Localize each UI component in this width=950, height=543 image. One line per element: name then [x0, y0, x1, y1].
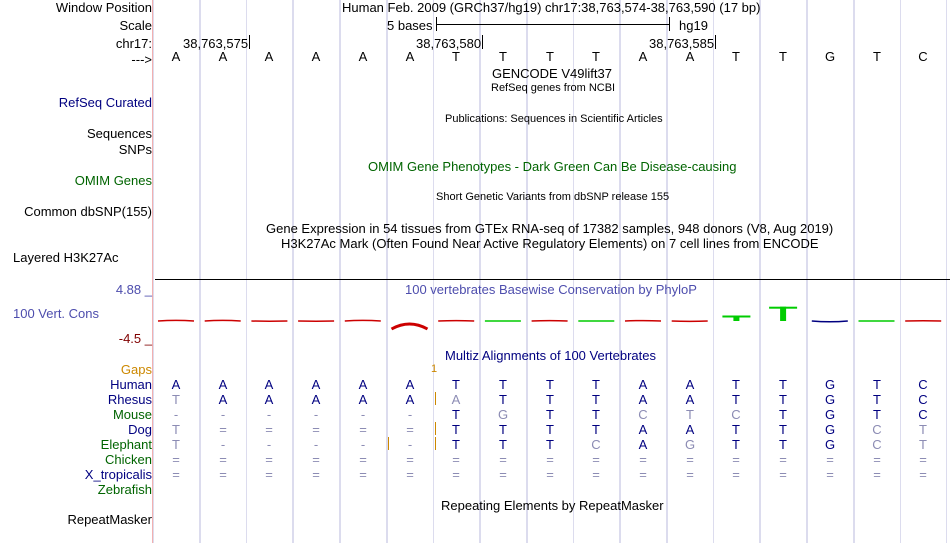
cons-bar-cap — [722, 316, 750, 318]
alignment-cell: T — [499, 422, 507, 437]
alignment-cell: T — [499, 377, 507, 392]
alignment-cell: = — [592, 452, 600, 467]
alignment-cell: - — [220, 437, 226, 452]
alignment-cell: T — [172, 422, 180, 437]
grid-line — [480, 0, 481, 543]
base-letter: A — [638, 49, 648, 64]
alignment-cell: - — [360, 407, 366, 422]
alignment-cell: G — [824, 437, 836, 452]
cons-curve — [345, 320, 381, 321]
alignment-cell: = — [219, 452, 227, 467]
conservation-plot — [155, 296, 950, 336]
alignment-cell: G — [684, 437, 696, 452]
phylop-track-title[interactable]: 100 vertebrates Basewise Conservation by PhyloP — [405, 282, 697, 297]
alignment-cell: T — [546, 422, 554, 437]
alignment-cell: C — [918, 377, 928, 392]
snps-label[interactable]: SNPs — [118, 142, 152, 157]
alignment-cell: T — [873, 377, 881, 392]
alignment-cell: T — [873, 407, 881, 422]
base-letter: A — [264, 49, 274, 64]
coord-tick — [249, 35, 250, 49]
alignment-cell: T — [919, 422, 927, 437]
coord-label: 38,763,585 — [649, 36, 715, 51]
alignment-cell: = — [873, 452, 881, 467]
alignment-cell: = — [312, 422, 320, 437]
repeatmasker-track-title[interactable]: Repeating Elements by RepeatMasker — [441, 498, 664, 513]
alignment-cell: T — [452, 407, 460, 422]
refseq-curated-label[interactable]: RefSeq Curated — [58, 95, 152, 110]
alignment-cell: = — [546, 467, 554, 482]
grid-line — [807, 0, 808, 543]
alignment-cell: A — [358, 392, 368, 407]
alignment-cell: T — [592, 392, 600, 407]
alignment-cell: = — [265, 422, 273, 437]
alignment-cell: = — [499, 467, 507, 482]
base-letter: A — [405, 49, 415, 64]
alignment-cell: = — [592, 467, 600, 482]
base-letter: A — [218, 49, 228, 64]
alignment-cell: = — [686, 452, 694, 467]
alignment-cell: = — [406, 422, 414, 437]
scale-assembly: hg19 — [679, 18, 708, 33]
alignment-cell: T — [499, 392, 507, 407]
alignment-cell: A — [264, 377, 274, 392]
grid-line — [340, 0, 341, 543]
alignment-cell: = — [546, 452, 554, 467]
alignment-cell: = — [779, 452, 787, 467]
coord-label: 38,763,575 — [183, 36, 249, 51]
alignment-cell: A — [311, 392, 321, 407]
alignment-cell: T — [919, 437, 927, 452]
alignment-cell: T — [779, 377, 787, 392]
base-letter: T — [499, 49, 507, 64]
grid-line — [620, 0, 621, 543]
alignment-cell: A — [685, 392, 695, 407]
alignment-cell: A — [358, 377, 368, 392]
insertion-marker — [435, 422, 436, 435]
base-letter: T — [873, 49, 881, 64]
scale-label: Scale — [119, 18, 152, 33]
alignment-cell: T — [499, 437, 507, 452]
alignment-cell: A — [685, 422, 695, 437]
base-letter: T — [732, 49, 740, 64]
grid-line — [900, 0, 901, 543]
species-label[interactable]: X_tropicalis — [84, 467, 152, 482]
species-label[interactable]: Mouse — [112, 407, 152, 422]
alignment-cell: = — [452, 467, 460, 482]
alignment-cell: T — [779, 422, 787, 437]
alignment-cell: C — [591, 437, 601, 452]
alignment-cell: A — [685, 377, 695, 392]
alignment-cell: C — [872, 437, 882, 452]
cons-max-label: 4.88 _ — [115, 282, 152, 297]
multiz-track-title[interactable]: Multiz Alignments of 100 Vertebrates — [445, 348, 657, 363]
grid-line — [667, 0, 668, 543]
alignment-cell: = — [919, 467, 927, 482]
insertion-marker — [388, 437, 389, 450]
alignment-cell: = — [312, 452, 320, 467]
alignment-cell: = — [406, 452, 414, 467]
vert-cons-label[interactable]: 100 Vert. Cons — [13, 306, 99, 321]
alignment-cell: A — [405, 392, 415, 407]
alignment-cell: C — [918, 392, 928, 407]
alignment-cell: T — [592, 377, 600, 392]
alignment-cell: T — [732, 377, 740, 392]
gap-count-marker: 1 — [431, 363, 438, 375]
grid-line — [433, 0, 434, 543]
alignment-cell: A — [638, 422, 648, 437]
alignment-cell: A — [218, 377, 228, 392]
alignment-cell: = — [826, 452, 834, 467]
grid-line — [854, 0, 855, 543]
refseq-track-title[interactable]: RefSeq genes from NCBI — [491, 82, 616, 94]
alignment-cell: = — [639, 467, 647, 482]
alignment-cell: T — [592, 407, 600, 422]
cons-bar-cap — [769, 307, 797, 309]
gencode-track-title[interactable]: GENCODE V49lift37 — [492, 66, 612, 81]
cons-curve — [812, 321, 848, 322]
alignment-cell: G — [824, 422, 836, 437]
alignment-cell: - — [313, 437, 319, 452]
grid-line — [293, 0, 294, 543]
coord-tick — [482, 35, 483, 49]
alignment-cell: T — [452, 422, 460, 437]
cons-curve — [205, 320, 241, 321]
alignment-cell: C — [638, 407, 648, 422]
coord-tick — [715, 35, 716, 49]
coord-label: 38,763,580 — [416, 36, 482, 51]
grid-line — [387, 0, 388, 543]
alignment-cell: = — [312, 467, 320, 482]
sequences-label[interactable]: Sequences — [86, 126, 152, 141]
alignment-cell: - — [360, 437, 366, 452]
strand-label: ---> — [131, 52, 152, 67]
species-label[interactable]: Elephant — [100, 437, 152, 452]
alignment-cell: = — [172, 467, 180, 482]
alignment-cell: = — [732, 467, 740, 482]
base-letter: T — [779, 49, 787, 64]
alignment-cell: = — [359, 452, 367, 467]
species-label[interactable]: Chicken — [105, 452, 152, 467]
scale-bar — [436, 17, 670, 31]
alignment-cell: A — [451, 392, 461, 407]
alignment-cell: G — [824, 407, 836, 422]
insertion-marker — [435, 392, 436, 405]
grid-line — [153, 0, 154, 543]
base-letter: T — [546, 49, 554, 64]
alignment-cell: T — [779, 407, 787, 422]
chrom-label: chr17: — [115, 36, 152, 51]
alignment-cell: A — [171, 377, 181, 392]
cons-curve — [392, 324, 428, 329]
grid-line — [760, 0, 761, 543]
alignment-cell: = — [452, 452, 460, 467]
alignment-cell: A — [638, 377, 648, 392]
grid-line — [246, 0, 247, 543]
alignment-cell: = — [499, 452, 507, 467]
omim-track-title[interactable]: OMIM Gene Phenotypes - Dark Green Can Be Disease-causing — [368, 159, 737, 174]
base-letter: G — [824, 49, 836, 64]
cons-bar — [780, 307, 786, 321]
alignment-cell: A — [311, 377, 321, 392]
insertion-marker — [435, 437, 436, 450]
base-letter: C — [918, 49, 928, 64]
alignment-cell: T — [732, 392, 740, 407]
alignment-cell: = — [732, 452, 740, 467]
window-position-value: Human Feb. 2009 (GRCh37/hg19) chr17:38,763,574-38,763,590 (17 bp) — [342, 0, 761, 15]
alignment-cell: T — [172, 437, 180, 452]
alignment-cell: = — [686, 467, 694, 482]
alignment-cell: T — [779, 437, 787, 452]
species-label[interactable]: Dog — [128, 422, 152, 437]
alignment-cell: T — [452, 377, 460, 392]
alignment-cell: T — [732, 437, 740, 452]
alignment-cell: C — [872, 422, 882, 437]
alignment-cell: T — [592, 422, 600, 437]
alignment-cell: G — [497, 407, 509, 422]
alignment-cell: - — [407, 407, 413, 422]
base-letter: A — [311, 49, 321, 64]
common-dbsnp-label[interactable]: Common dbSNP(155) — [24, 204, 152, 219]
alignment-cell: A — [638, 392, 648, 407]
grid-line — [200, 0, 201, 543]
cons-curve — [158, 320, 194, 321]
grid-line — [946, 0, 947, 543]
gaps-label: Gaps — [120, 362, 152, 377]
species-label[interactable]: Human — [110, 377, 152, 392]
cons-min-label: -4.5 _ — [118, 331, 152, 346]
alignment-cell: T — [546, 392, 554, 407]
alignment-cell: = — [359, 422, 367, 437]
alignment-cell: A — [638, 437, 648, 452]
alignment-cell: T — [779, 392, 787, 407]
alignment-cell: = — [265, 467, 273, 482]
grid-line — [713, 0, 714, 543]
alignment-cell: T — [546, 407, 554, 422]
scale-value: 5 bases — [387, 18, 433, 33]
alignment-cell: - — [313, 407, 319, 422]
alignment-cell: - — [266, 407, 272, 422]
publications-track-title[interactable]: Publications: Sequences in Scientific Articles — [445, 113, 663, 125]
alignment-cell: C — [731, 407, 741, 422]
alignment-cell: T — [732, 422, 740, 437]
base-letter: T — [592, 49, 600, 64]
gtex-track-title[interactable]: Gene Expression in 54 tissues from GTEx RNA-seq of 17382 samples, 948 donors (V8, Aug 2019) — [266, 221, 834, 236]
alignment-cell: A — [264, 392, 274, 407]
alignment-cell: A — [218, 392, 228, 407]
alignment-cell: T — [873, 392, 881, 407]
base-letter: T — [452, 49, 460, 64]
alignment-cell: T — [172, 392, 180, 407]
alignment-cell: - — [173, 407, 179, 422]
base-letter: A — [171, 49, 181, 64]
alignment-cell: - — [266, 437, 272, 452]
base-letter: A — [685, 49, 695, 64]
omim-genes-label[interactable]: OMIM Genes — [74, 173, 152, 188]
alignment-cell: = — [219, 422, 227, 437]
track-divider — [155, 279, 950, 280]
alignment-cell: = — [919, 452, 927, 467]
alignment-cell: = — [172, 452, 180, 467]
h3k27ac-track-title[interactable]: H3K27Ac Mark (Often Found Near Active Regulatory Elements) on 7 cell lines from ENCODE — [281, 236, 819, 251]
alignment-cell: = — [265, 452, 273, 467]
alignment-cell: T — [686, 407, 694, 422]
alignment-cell: - — [407, 437, 413, 452]
alignment-cell: = — [639, 452, 647, 467]
alignment-cell: = — [406, 467, 414, 482]
alignment-cell: G — [824, 392, 836, 407]
alignment-cell: T — [546, 377, 554, 392]
alignment-cell: = — [359, 467, 367, 482]
layered-h3k27ac-label[interactable]: Layered H3K27Ac — [13, 250, 119, 265]
alignment-cell: C — [918, 407, 928, 422]
alignment-cell: T — [546, 437, 554, 452]
species-label[interactable]: Rhesus — [107, 392, 152, 407]
alignment-cell: = — [219, 467, 227, 482]
repeatmasker-label[interactable]: RepeatMasker — [67, 512, 152, 527]
alignment-cell: = — [826, 467, 834, 482]
alignment-cell: G — [824, 377, 836, 392]
base-letter: A — [358, 49, 368, 64]
alignment-cell: A — [405, 377, 415, 392]
dbsnp-track-title[interactable]: Short Genetic Variants from dbSNP release 155 — [436, 191, 670, 203]
alignment-cell: T — [452, 437, 460, 452]
label-separator — [152, 0, 153, 543]
alignment-cell: = — [779, 467, 787, 482]
window-position-label: Window Position — [55, 0, 152, 15]
alignment-cell: - — [220, 407, 226, 422]
species-label[interactable]: Zebrafish — [97, 482, 152, 497]
alignment-cell: = — [873, 467, 881, 482]
